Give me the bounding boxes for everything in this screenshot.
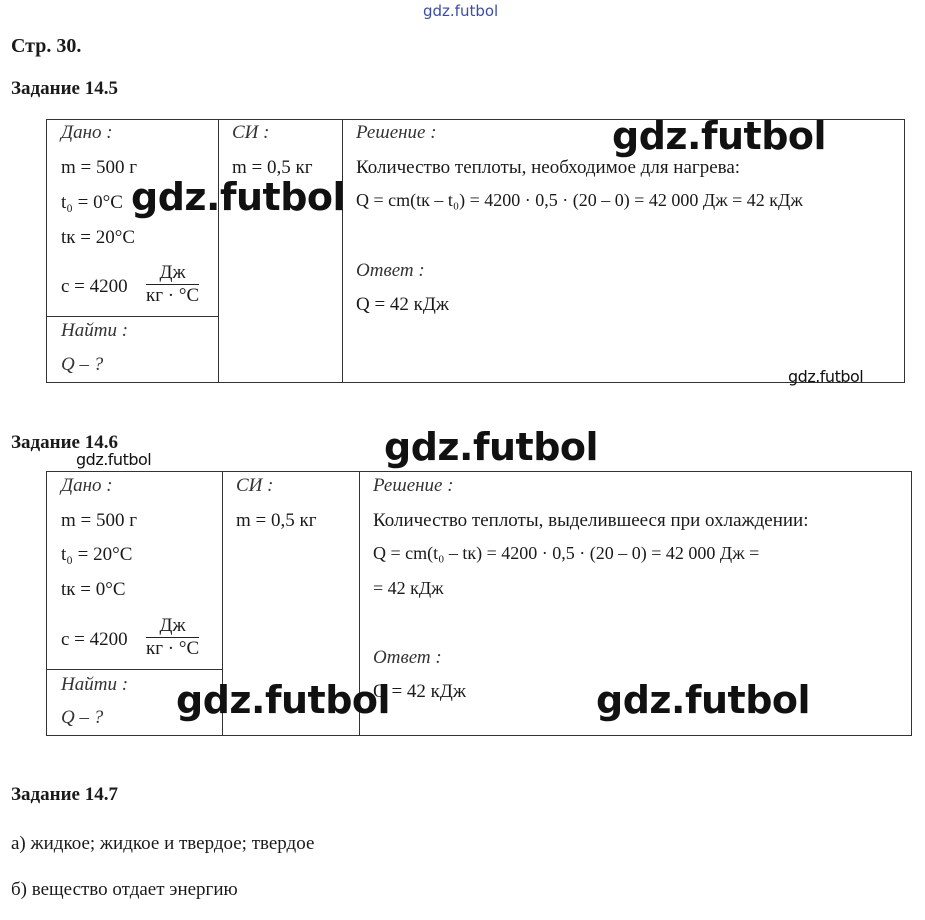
given-mass: m = 500 г <box>61 510 138 531</box>
solution-formula-line2: = 42 кДж <box>373 578 444 598</box>
given-label: Дано : <box>61 475 113 496</box>
solution-text: Количество теплоты, выделившееся при охлаждении: <box>373 510 809 531</box>
find-value: Q – ? <box>61 354 104 375</box>
given-label: Дано : <box>61 122 113 143</box>
solution-text: Количество теплоты, необходимое для нагрева: <box>356 157 741 178</box>
task-14-7-title: Задание 14.7 <box>11 784 118 805</box>
solution-formula-line1: Q = cm(t₀ – tк) = 4200 · 0,5 · (20 – 0) = 42 000 Дж = <box>373 543 760 563</box>
given-t0: t₀ = 20°C <box>61 544 133 565</box>
table-border-right <box>904 119 905 383</box>
table-border-right <box>911 471 912 736</box>
solution-formula: Q = cm(tк – t₀) = 4200 · 0,5 · (20 – 0) = 42 000 Дж = 42 кДж <box>356 190 803 210</box>
site-watermark: gdz.futbol <box>131 175 346 219</box>
answer-label: Ответ : <box>373 647 442 668</box>
find-value: Q – ? <box>61 707 104 728</box>
task-14-7-line-b: б) вещество отдает энергию <box>11 879 238 900</box>
table-border-top <box>46 471 912 472</box>
answer-value: Q = 42 кДж <box>373 681 467 702</box>
site-watermark: gdz.futbol <box>612 114 827 158</box>
site-watermark-top[interactable]: gdz.futbol <box>423 2 499 20</box>
unit-fraction <box>146 262 199 307</box>
page-label: Стр. 30. <box>11 35 82 57</box>
given-c: c = 4200 <box>61 276 128 297</box>
task-14-5-title: Задание 14.5 <box>11 78 118 99</box>
given-t0: t₀ = 0°C <box>61 192 123 213</box>
find-label: Найти : <box>61 674 129 695</box>
site-watermark-small: gdz.futbol <box>788 367 864 386</box>
unit-numerator: Дж <box>146 615 199 638</box>
unit-denominator: кг · °C <box>146 285 200 306</box>
table-border-left <box>46 471 47 736</box>
site-watermark: gdz.futbol <box>384 425 599 469</box>
si-label: СИ : <box>232 122 270 143</box>
unit-denominator: кг · °C <box>146 638 200 659</box>
given-find-divider <box>46 316 218 317</box>
site-watermark: gdz.futbol <box>176 678 391 722</box>
table-divider-1 <box>218 119 219 383</box>
unit-numerator: Дж <box>146 262 199 285</box>
given-mass: m = 500 г <box>61 157 138 178</box>
si-label: СИ : <box>236 475 274 496</box>
table-border-bottom <box>46 382 905 383</box>
site-watermark: gdz.futbol <box>596 678 811 722</box>
site-watermark-small: gdz.futbol <box>76 450 152 469</box>
table-divider-2 <box>342 119 343 383</box>
table-border-left <box>46 119 47 383</box>
find-label: Найти : <box>61 320 129 341</box>
given-tk: tк = 0°C <box>61 579 126 600</box>
unit-fraction <box>146 615 199 660</box>
solution-label: Решение : <box>373 475 454 496</box>
table-border-bottom <box>46 735 912 736</box>
solution-label: Решение : <box>356 122 437 143</box>
answer-label: Ответ : <box>356 260 425 281</box>
given-c: c = 4200 <box>61 629 128 650</box>
si-value: m = 0,5 кг <box>236 510 317 531</box>
given-tk: tк = 20°C <box>61 227 135 248</box>
task-14-6-title: Задание 14.6 <box>11 432 118 453</box>
answer-value: Q = 42 кДж <box>356 294 450 315</box>
si-value: m = 0,5 кг <box>232 157 313 178</box>
given-find-divider <box>46 669 222 670</box>
task-14-7-line-a: а) жидкое; жидкое и твердое; твердое <box>11 833 315 854</box>
